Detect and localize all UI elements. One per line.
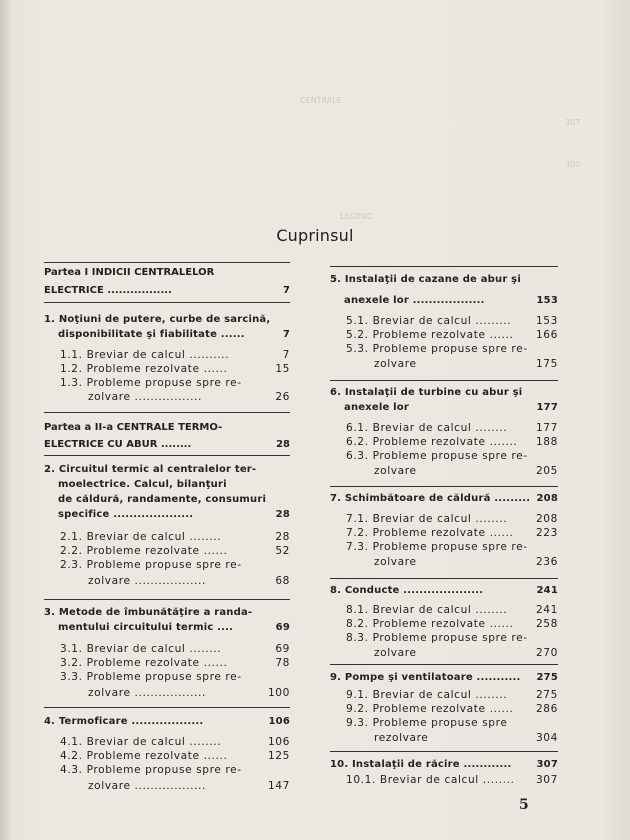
toc-entry-title: zolvare .................. xyxy=(88,575,206,587)
toc-entry-title: 7. Schimbătoare de căldură ......... xyxy=(330,493,531,504)
toc-entry-page: 275 xyxy=(535,689,558,701)
toc-entry-title: 3.1. Breviar de calcul ........ xyxy=(60,643,222,655)
toc-entry-page: 28 xyxy=(275,531,290,543)
toc-entry-page: 100 xyxy=(267,687,290,699)
toc-entry-page: 106 xyxy=(267,736,290,748)
toc-entry-page: 125 xyxy=(267,750,290,762)
toc-entry-title: anexele lor .................. xyxy=(344,295,485,306)
page-number: 5 xyxy=(519,797,529,813)
toc-entry-title: 2.2. Probleme rezolvate ...... xyxy=(60,545,228,557)
toc-entry-page: 223 xyxy=(535,527,558,539)
toc-entry-title: 4.3. Probleme propuse spre re- xyxy=(60,764,242,776)
section-divider xyxy=(44,599,290,600)
toc-entry-page: 28 xyxy=(276,439,290,450)
section-divider xyxy=(330,380,558,381)
toc-entry-page: 68 xyxy=(275,575,290,587)
toc-entry-page: 153 xyxy=(535,315,558,327)
toc-entry-title: 5.3. Probleme propuse spre re- xyxy=(346,343,528,355)
toc-entry-page: 69 xyxy=(275,643,290,655)
show-through-text: LEGEND xyxy=(340,212,373,221)
toc-entry-page: 15 xyxy=(275,363,290,375)
toc-entry-title: 5. Instalaţii de cazane de abur şi xyxy=(330,274,521,285)
toc-entry-page: 175 xyxy=(535,358,558,370)
toc-entry-page: 258 xyxy=(535,618,558,630)
toc-entry-page: 188 xyxy=(535,436,558,448)
toc-entry-title: zolvare .................. xyxy=(88,780,206,792)
section-divider xyxy=(44,262,290,263)
toc-entry-title: 2.1. Breviar de calcul ........ xyxy=(60,531,222,543)
toc-entry-page: 106 xyxy=(268,716,290,727)
toc-entry-title: zolvare xyxy=(374,556,417,568)
show-through-text: 307 xyxy=(565,118,581,127)
toc-entry-title: 5.1. Breviar de calcul ......... xyxy=(346,315,512,327)
toc-entry-title: zolvare xyxy=(374,465,417,477)
toc-entry-title: 10.1. Breviar de calcul ........ xyxy=(346,774,515,786)
toc-entry-title: 10. Instalaţii de răcire ............ xyxy=(330,759,512,770)
toc-entry-title: zolvare ................. xyxy=(88,391,203,403)
toc-entry-page: 208 xyxy=(536,493,558,504)
toc-entry-page: 7 xyxy=(283,285,290,296)
toc-entry-page: 177 xyxy=(536,402,558,413)
section-divider xyxy=(330,486,558,487)
toc-entry-title: 3. Metode de îmbunătăţire a randa- xyxy=(44,607,253,618)
toc-entry-page: 286 xyxy=(535,703,558,715)
toc-entry-page: 166 xyxy=(535,329,558,341)
section-divider xyxy=(330,266,558,267)
toc-entry-page: 52 xyxy=(275,545,290,557)
toc-entry-title: zolvare xyxy=(374,647,417,659)
toc-entry-title: 3.2. Probleme rezolvate ...... xyxy=(60,657,228,669)
toc-entry-page: 307 xyxy=(535,774,558,786)
toc-entry-title: 8.2. Probleme rezolvate ...... xyxy=(346,618,514,630)
toc-entry-title: 4.2. Probleme rezolvate ...... xyxy=(60,750,228,762)
toc-entry-title: 1.3. Probleme propuse spre re- xyxy=(60,377,242,389)
toc-entry-title: 8.3. Probleme propuse spre re- xyxy=(346,632,528,644)
toc-entry-page: 236 xyxy=(535,556,558,568)
toc-entry-title: 1.1. Breviar de calcul .......... xyxy=(60,349,230,361)
toc-entry-title: 7.3. Probleme propuse spre re- xyxy=(346,541,528,553)
toc-entry-page: 177 xyxy=(535,422,558,434)
section-divider xyxy=(330,578,558,579)
toc-entry-title: zolvare xyxy=(374,358,417,370)
toc-entry-page: 307 xyxy=(536,759,558,770)
section-divider xyxy=(44,455,290,456)
toc-entry-page: 304 xyxy=(535,732,558,744)
page-title: Cuprinsul xyxy=(276,226,354,245)
toc-entry-page: 69 xyxy=(275,622,290,633)
section-divider xyxy=(44,302,290,303)
section-divider xyxy=(330,751,558,752)
toc-entry-title: de căldură, randamente, consumuri xyxy=(58,494,267,505)
toc-entry-title: 6. Instalaţii de turbine cu abur şi xyxy=(330,387,523,398)
toc-entry-title: 4. Termoficare .................. xyxy=(44,716,204,727)
toc-entry-title: ELECTRICE CU ABUR ........ xyxy=(44,439,192,450)
toc-entry-title: 8. Conducte .................... xyxy=(330,585,484,596)
toc-entry-page: 208 xyxy=(535,513,558,525)
section-divider xyxy=(330,664,558,665)
toc-entry-title: moelectrice. Calcul, bilanţuri xyxy=(58,479,227,490)
section-divider xyxy=(44,412,290,413)
toc-entry-title: 3.3. Probleme propuse spre re- xyxy=(60,671,242,683)
toc-entry-title: zolvare .................. xyxy=(88,687,206,699)
toc-entry-page: 26 xyxy=(275,391,290,403)
section-divider xyxy=(44,707,290,708)
toc-entry-page: 241 xyxy=(535,604,558,616)
toc-entry-title: anexele lor xyxy=(344,402,410,413)
toc-entry-page: 153 xyxy=(536,295,558,306)
toc-entry-title: 5.2. Probleme rezolvate ...... xyxy=(346,329,514,341)
toc-entry-page: 205 xyxy=(535,465,558,477)
toc-entry-title: mentului circuitului termic .... xyxy=(58,622,234,633)
toc-entry-title: 6.2. Probleme rezolvate ....... xyxy=(346,436,518,448)
toc-entry-page: 28 xyxy=(275,509,290,520)
toc-entry-title: 2. Circuitul termic al centralelor ter- xyxy=(44,464,257,475)
toc-entry-title: 6.1. Breviar de calcul ........ xyxy=(346,422,508,434)
toc-entry-title: disponibilitate şi fiabilitate ...... xyxy=(58,329,245,340)
show-through-text: CENTRALE xyxy=(300,96,342,105)
toc-entry-title: 6.3. Probleme propuse spre re- xyxy=(346,450,528,462)
toc-entry-title: 1.2. Probleme rezolvate ...... xyxy=(60,363,228,375)
toc-entry-page: 275 xyxy=(536,672,558,683)
toc-entry-title: 7.2. Probleme rezolvate ...... xyxy=(346,527,514,539)
toc-entry-title: Partea a II-a CENTRALE TERMO- xyxy=(44,422,223,433)
toc-entry-title: 2.3. Probleme propuse spre re- xyxy=(60,559,242,571)
toc-entry-title: 1. Noţiuni de putere, curbe de sarcină, xyxy=(44,314,271,325)
toc-entry-page: 270 xyxy=(535,647,558,659)
toc-entry-title: rezolvare xyxy=(374,732,429,744)
toc-entry-title: 9.1. Breviar de calcul ........ xyxy=(346,689,508,701)
toc-entry-title: 4.1. Breviar de calcul ........ xyxy=(60,736,222,748)
show-through-text: 300 xyxy=(565,160,581,169)
toc-entry-title: Partea I INDICII CENTRALELOR xyxy=(44,267,215,278)
toc-entry-page: 7 xyxy=(282,349,290,361)
toc-entry-title: 9. Pompe şi ventilatoare ........... xyxy=(330,672,521,683)
toc-entry-page: 147 xyxy=(267,780,290,792)
toc-entry-title: 9.2. Probleme rezolvate ...... xyxy=(346,703,514,715)
toc-entry-title: 9.3. Probleme propuse spre xyxy=(346,717,508,729)
toc-entry-title: ELECTRICE ................. xyxy=(44,285,172,296)
toc-entry-title: 7.1. Breviar de calcul ........ xyxy=(346,513,508,525)
toc-entry-page: 241 xyxy=(536,585,558,596)
toc-entry-title: specifice .................... xyxy=(58,509,194,520)
page-binding-edge xyxy=(0,0,10,840)
toc-entry-page: 78 xyxy=(275,657,290,669)
toc-entry-title: 8.1. Breviar de calcul ........ xyxy=(346,604,508,616)
toc-entry-page: 7 xyxy=(282,329,290,340)
